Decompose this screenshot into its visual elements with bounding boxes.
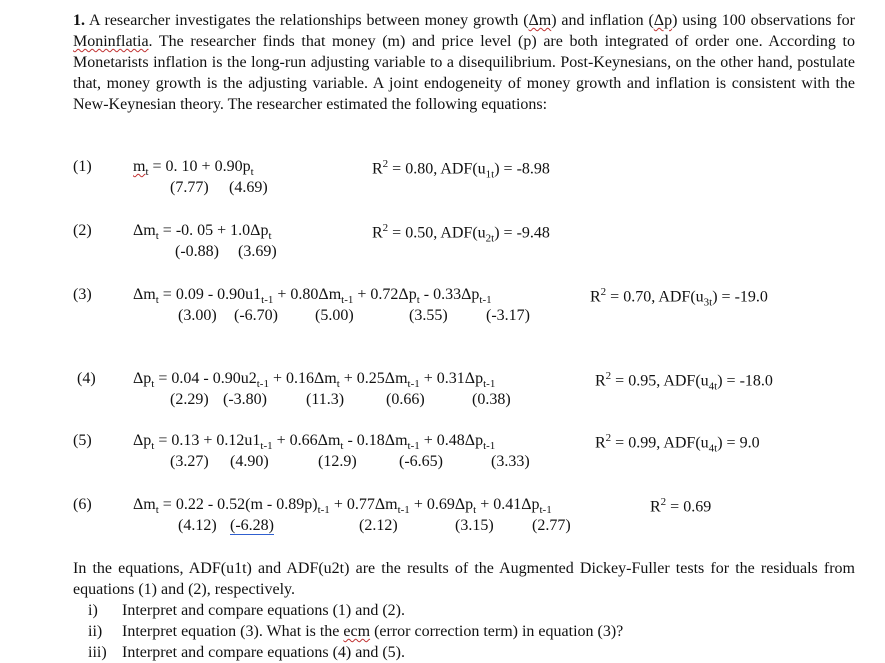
equation-6-label: (6): [73, 496, 92, 513]
intro-text-2: ) and inflation (: [551, 12, 654, 29]
outro-text: In the equations, ADF(u1t) and ADF(u2t) are the results of the Augmented Dickey-Fuller tests for the residuals from equations (1) and (2), respectively.: [73, 560, 855, 598]
equation-4-tstat: (11.3): [306, 391, 345, 408]
equation-4-label: (4): [77, 370, 96, 387]
equation-5-tstat: (4.90): [230, 453, 269, 470]
equation-3-label: (3): [73, 286, 92, 303]
equation-3-tstat: (3.55): [409, 307, 448, 324]
sub-question-text: Interpret and compare equations (4) and (5).: [122, 644, 405, 661]
equation-2-body: $\Delta m_t = -0$. $05 + 1.0\Delta p_t$: [133, 222, 272, 243]
equation-5-tstat: (-6.65): [399, 453, 443, 470]
equation-3-tstat: (-6.70): [234, 307, 278, 324]
equation-4-tstat: (2.29): [170, 391, 209, 408]
equation-2-tstat: (3.69): [238, 243, 277, 260]
delta-p-term: Δp: [653, 12, 673, 29]
equation-1-stats: $R^2 = 0.80$, $ADF(u_{1t}) = -8.98$: [372, 158, 550, 181]
equation-3-stats: $R^2 = 0.70$, $ADF(u_{3t}) = -19.0$: [590, 286, 768, 309]
equation-4-tstat: (-3.80): [223, 391, 267, 408]
equation-1-label: (1): [73, 158, 92, 175]
sub-questions: [88, 600, 623, 663]
sub-question: [88, 600, 623, 621]
equation-5-label: (5): [73, 432, 92, 449]
equation-1-tstat: (7.77): [170, 179, 209, 196]
intro-text-3: ) using 100 observations for: [672, 12, 856, 29]
equation-3-tstat: (5.00): [315, 307, 354, 324]
equation-5-tstat: (3.33): [491, 453, 530, 470]
equation-2-stats: $R^2 = 0.50$, $ADF(u_{2t}) = -9.48$: [372, 222, 550, 245]
intro-text-4: . The researcher finds that money (m) and price level (p) are both integrated of order one. According to Monetarists inflation is the long-run adjusting variable to a disequilibrium. Post-Keynesians, on the other hand, postulate that, money growth is the adjusting variable. A joint endogeneity of money growth and inflation is consistent with the New-Keynesian theory. The researcher estimated the following equations:: [73, 33, 855, 113]
equation-4-tstat: (0.66): [386, 391, 425, 408]
sub-question-number: i): [88, 602, 98, 619]
question-intro: [73, 10, 855, 115]
outro-paragraph: [73, 558, 855, 600]
sub-question-number: iii): [88, 644, 107, 661]
equation-2-label: (2): [73, 222, 92, 239]
sub-question-text: Interpret equation (3). What is the ecm (error correction term) in equation (3)?: [122, 623, 624, 640]
equation-6-stats: $R^2 = 0.69$: [650, 496, 712, 516]
sub-question-number: ii): [88, 623, 103, 640]
equation-5-stats: $R^2 = 0.99$, $ADF(u_{4t}) = 9.0$: [595, 432, 760, 455]
equation-6-tstat: (-6.28): [230, 517, 274, 534]
equation-6-tstat: (4.12): [178, 517, 217, 534]
equation-3-tstat: (3.00): [178, 307, 217, 324]
sub-question: [88, 621, 623, 642]
intro-text-1: A researcher investigates the relationships between money growth (: [88, 12, 529, 29]
equation-1-tstat: (4.69): [229, 179, 268, 196]
sub-question-text: Interpret and compare equations (1) and (2).: [122, 602, 405, 619]
equation-6-tstat: (3.15): [455, 517, 494, 534]
equation-2-tstat: (-0.88): [175, 243, 219, 260]
equation-4-body: $\Delta p_t = 0.04 - 0.90u2_{t-1} + 0.16\Delta m_t + 0.25\Delta m_{t-1} + 0.31\Delta p_{t-1}$: [133, 370, 496, 391]
equation-5-tstat: (12.9): [318, 453, 357, 470]
equation-3-body: $\Delta m_t = 0.09 - 0.90u1_{t-1} + 0.80\Delta m_{t-1} + 0.72\Delta p_t - 0.33\Delta p_{t-1}$: [133, 286, 492, 307]
equation-4-tstat: (0.38): [472, 391, 511, 408]
question-number: 1.: [73, 12, 85, 29]
equation-6-body: $\Delta m_t = 0.22 - 0.52(m - 0.89p)_{t-1} + 0.77\Delta m_{t-1} + 0.69\Delta p_t + 0.41\Delta p_{t-1}$: [133, 496, 552, 517]
equation-1-body: $m_t = 0$. $10 + 0.90p_t$: [133, 158, 254, 179]
delta-m-term: Δm: [528, 12, 552, 29]
sub-question: [88, 642, 623, 663]
equation-3-tstat: (-3.17): [486, 307, 530, 324]
equation-6-tstat: (2.12): [359, 517, 398, 534]
equation-4-stats: $R^2 = 0.95$, $ADF(u_{4t}) = -18.0$: [595, 370, 773, 393]
equation-5-body: $\Delta p_t = 0.13 + 0.12u1_{t-1} + 0.66\Delta m_t - 0.18\Delta m_{t-1} + 0.48\Delta p_{t-1}$: [133, 432, 496, 453]
equation-5-tstat: (3.27): [170, 453, 209, 470]
country-name: Moninflatia: [73, 33, 149, 50]
equation-6-tstat: (2.77): [532, 517, 571, 534]
